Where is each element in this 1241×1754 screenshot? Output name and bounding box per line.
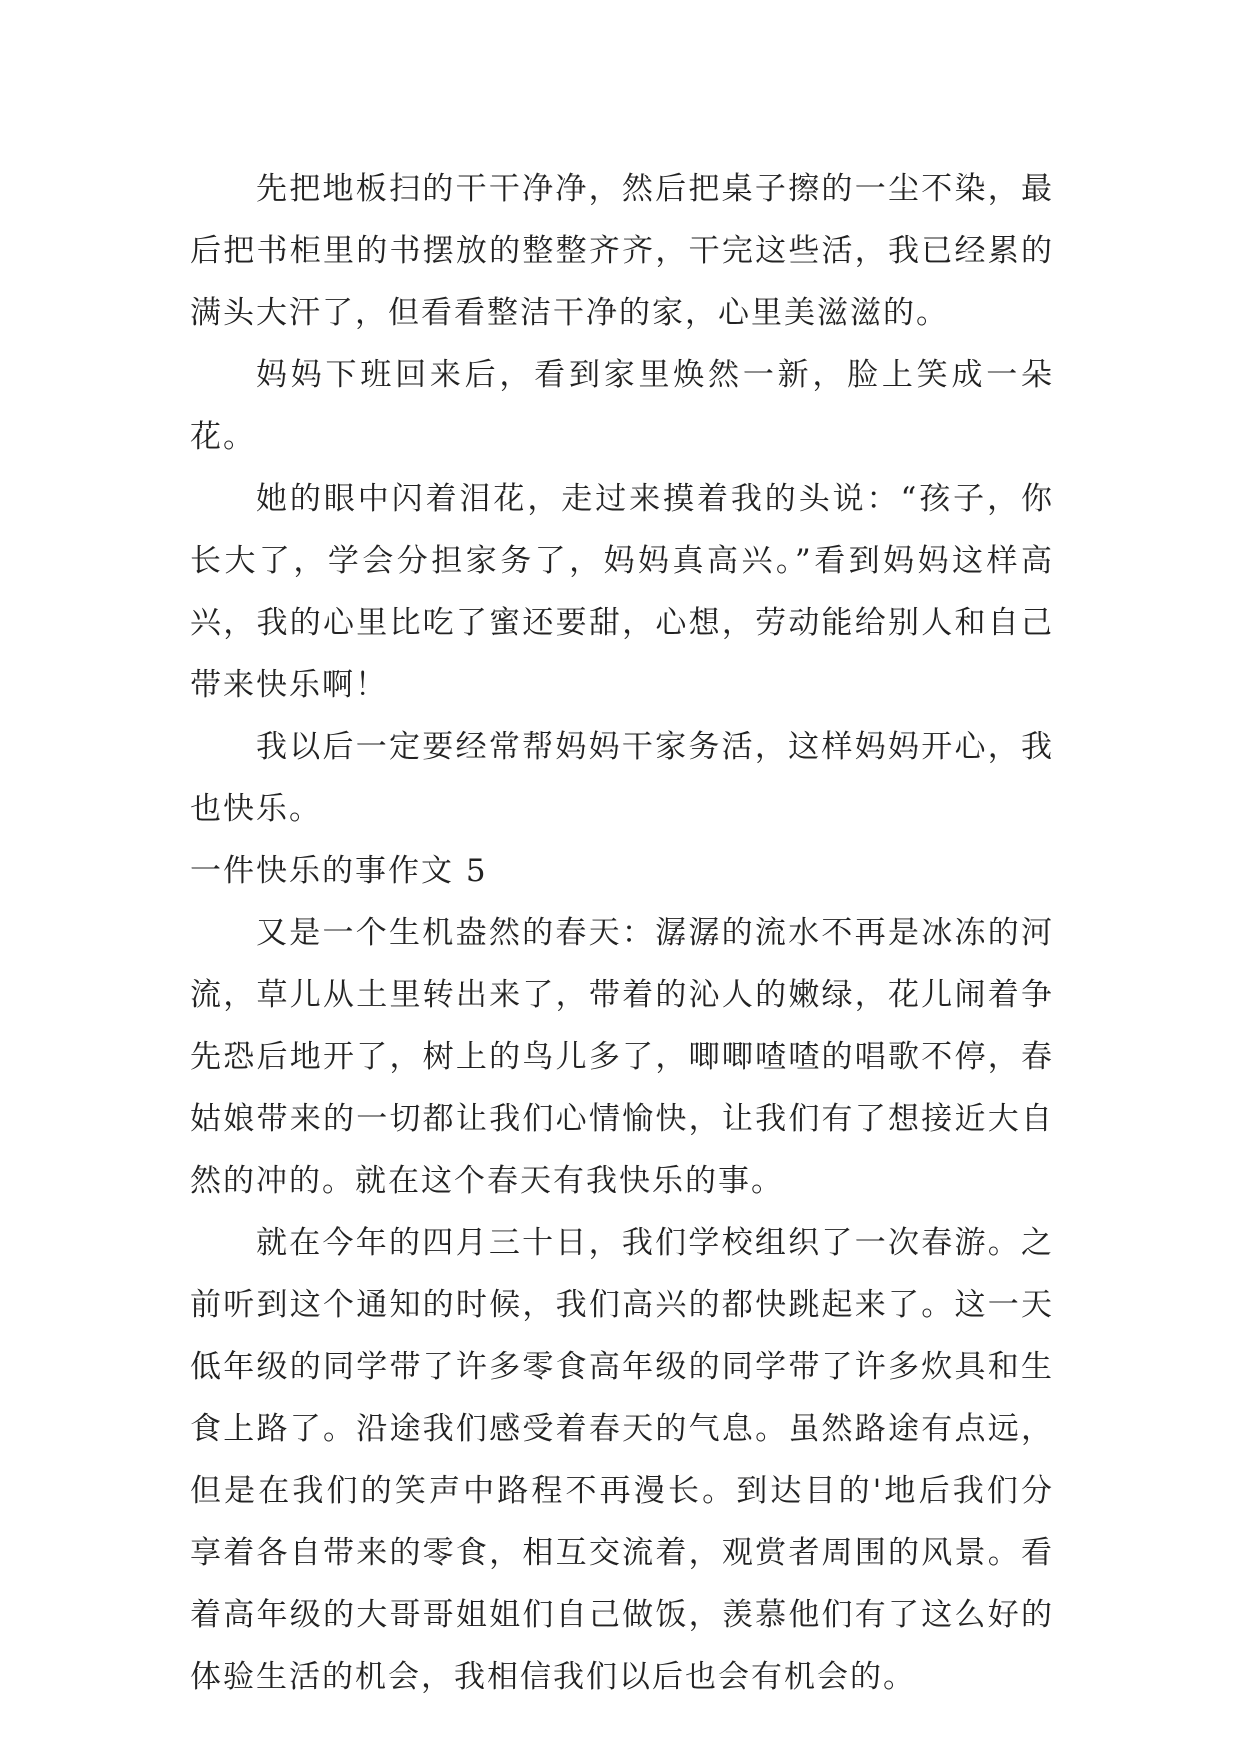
document-body <box>190 158 1054 1708</box>
section-title: 一件快乐的事作文 5 <box>190 853 488 889</box>
paragraph: 妈妈下班回来后，看到家里焕然一新，脸上笑成一朵花。 <box>190 357 1054 455</box>
paragraph: 她的眼中闪着泪花，走过来摸着我的头说：“孩子，你长大了，学会分担家务了，妈妈真高兴。”看到妈妈这样高兴，我的心里比吃了蜜还要甜，心想，劳动能给别人和自己带来快乐啊！ <box>190 481 1054 703</box>
paragraph: 就在今年的四月三十日，我们学校组织了一次春游。之前听到这个通知的时候，我们高兴的都快跳起来了。这一天低年级的同学带了许多零食高年级的同学带了许多炊具和生食上路了。沿途我们感受着春天的气息。虽然路途有点远，但是在我们的笑声中路程不再漫长。到达目的'地后我们分享着各自带来的零食，相互交流着，观赏者周围的风景。看着高年级的大哥哥姐姐们自己做饭，羡慕他们有了这么好的体验生活的机会，我相信我们以后也会有机会的。 <box>190 1225 1054 1695</box>
paragraph: 又是一个生机盎然的春天：潺潺的流水不再是冰冻的河流，草儿从土里转出来了，带着的沁人的嫩绿，花儿闹着争先恐后地开了，树上的鸟儿多了，唧唧喳喳的唱歌不停，春姑娘带来的一切都让我们心情愉快，让我们有了想接近大自然的冲的。就在这个春天有我快乐的事。 <box>190 915 1054 1199</box>
paragraph: 先把地板扫的干干净净，然后把桌子擦的一尘不染，最后把书柜里的书摆放的整整齐齐，干完这些活，我已经累的满头大汗了，但看看整洁干净的家，心里美滋滋的。 <box>190 171 1054 331</box>
paragraph: 我以后一定要经常帮妈妈干家务活，这样妈妈开心，我也快乐。 <box>190 729 1054 827</box>
